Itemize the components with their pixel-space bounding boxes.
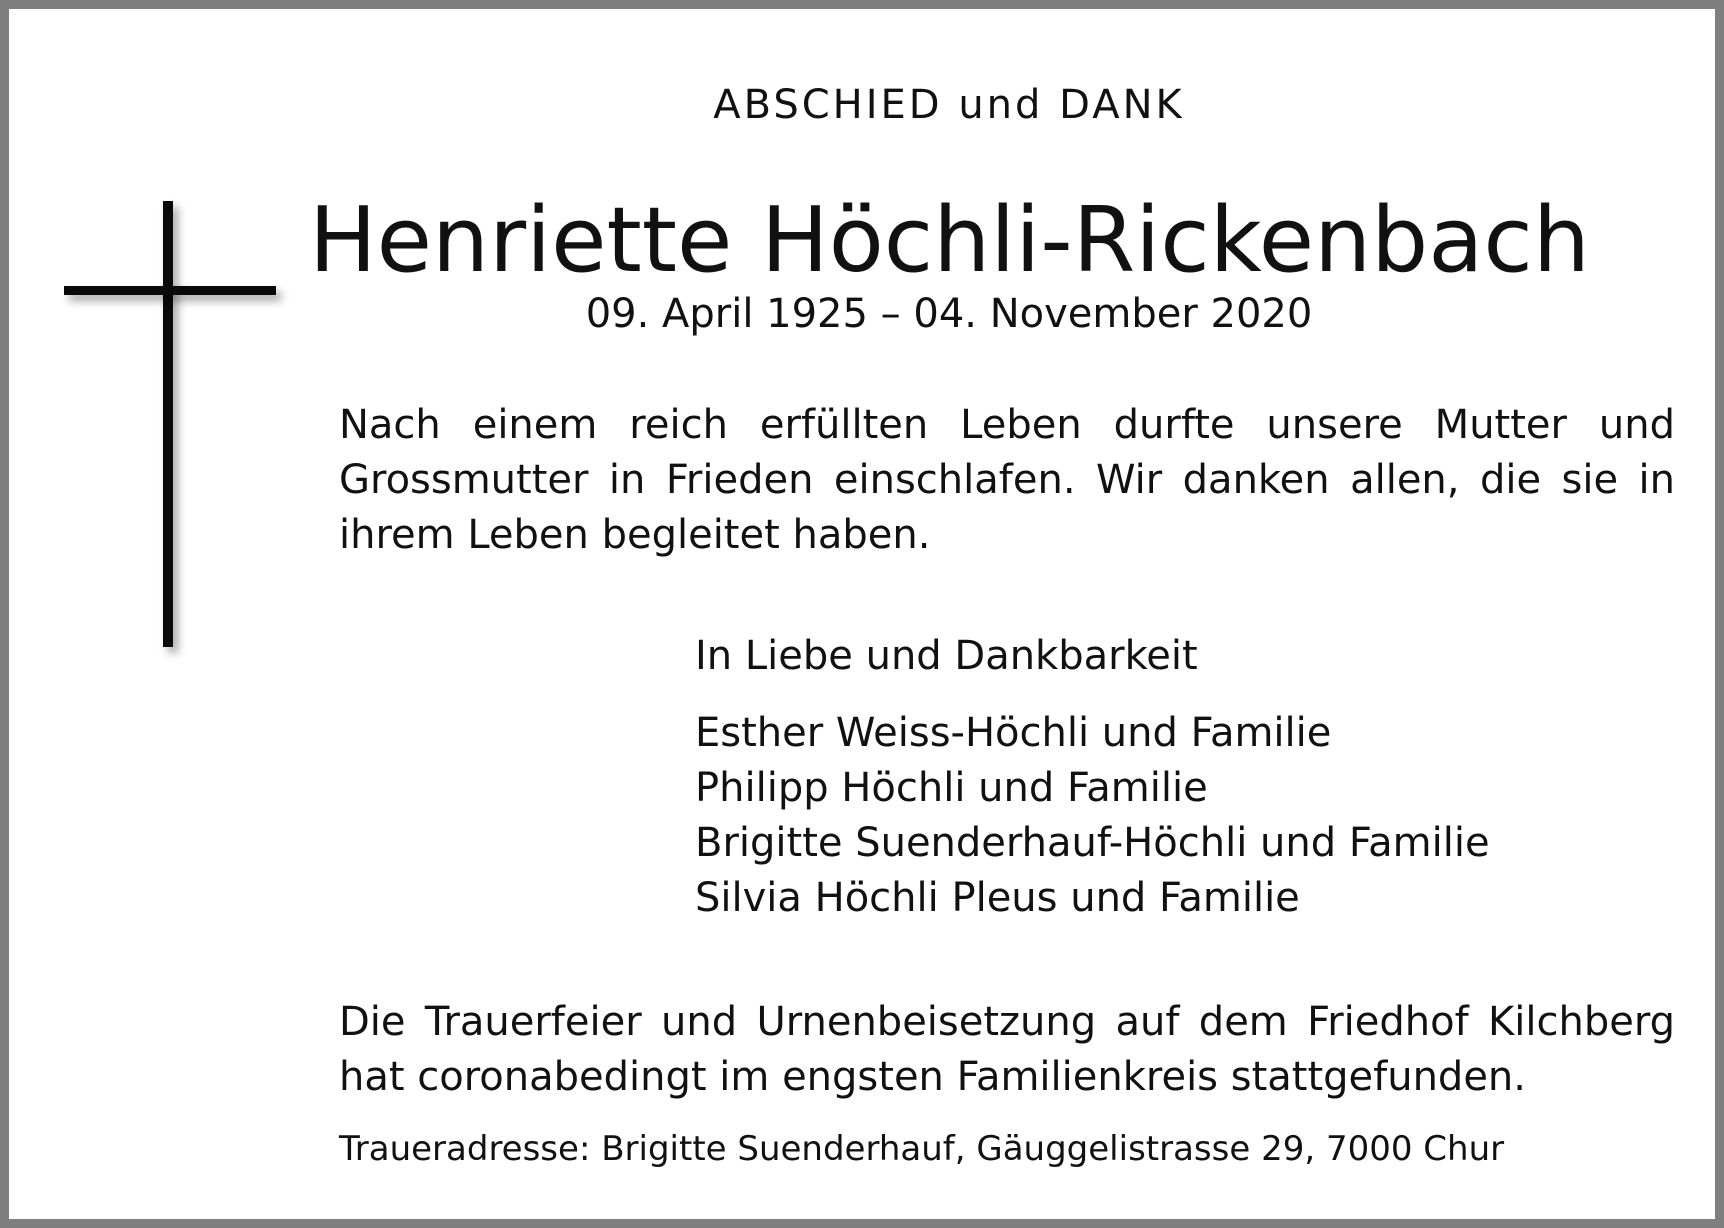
message-paragraph: Nach einem reich erfüllten Leben durfte unsere Mutter und Grossmutter in Frieden einschlafen. Wir danken allen, die sie in ihrem Leben begleitet haben. [339,402,1675,558]
cross-icon [64,201,276,647]
signer: Silvia Höchli Pleus und Familie [695,875,1300,921]
ceremony-paragraph: Die Trauerfeier und Urnenbeisetzung auf dem Friedhof Kilchberg hat coronabedingt im engsten Familienkreis stattgefunden. [339,999,1675,1100]
greeting: In Liebe und Dankbarkeit [695,633,1198,679]
deceased-name: Henriette Höchli-Rickenbach [309,188,1590,293]
mourning-address: Traueradresse: Brigitte Suenderhauf, Gäuggelistrasse 29, 7000 Chur [339,1129,1505,1169]
notice-header: ABSCHIED und DANK [713,82,1185,128]
cross-vertical-bar [163,201,173,647]
signers-list [695,706,1490,926]
signer: Esther Weiss-Höchli und Familie [695,710,1332,756]
cross-horizontal-bar [64,286,276,295]
signer: Philipp Höchli und Familie [695,765,1208,811]
life-dates: 09. April 1925 – 04. November 2020 [585,291,1313,337]
signer: Brigitte Suenderhauf-Höchli und Familie [695,820,1490,866]
